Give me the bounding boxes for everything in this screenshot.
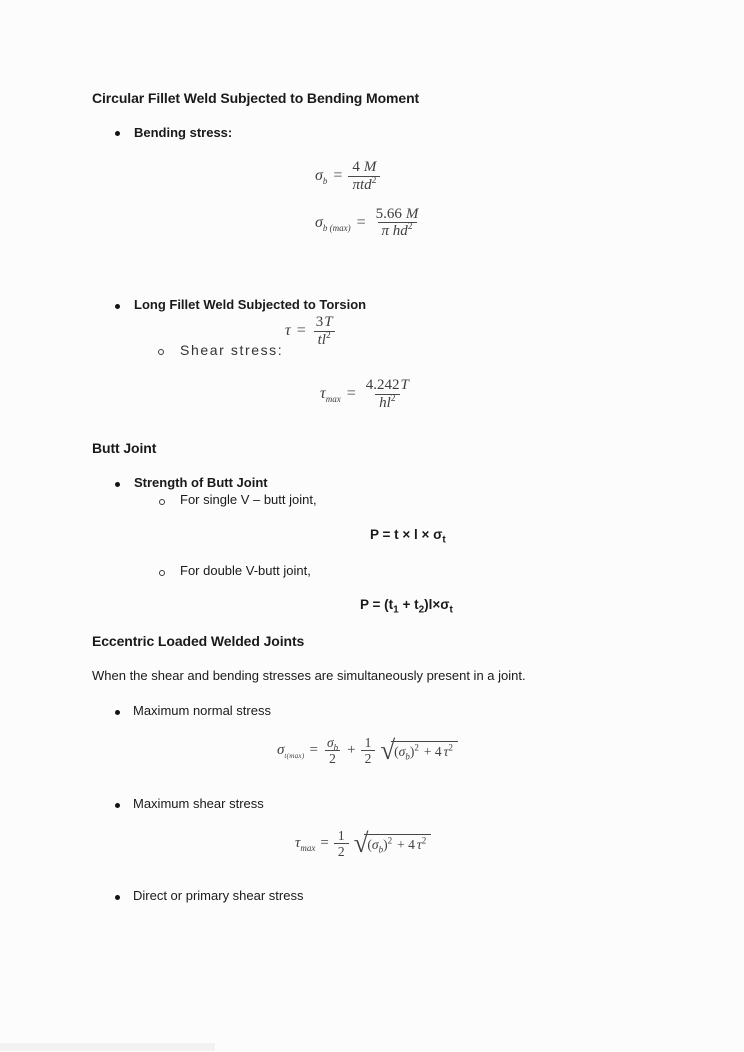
square-root (380, 734, 458, 765)
denominator: πtd$^2$ (348, 176, 380, 194)
bullet-circle-icon (159, 570, 165, 576)
square-root (353, 827, 432, 858)
bullet-dot-icon (115, 895, 120, 900)
formula-group-bending (315, 159, 422, 240)
equals-sign: = (346, 385, 356, 403)
formula-tau-max-torsion (320, 377, 413, 412)
label-double-v-butt: For double V-butt joint, (180, 563, 311, 578)
fraction-one-half (334, 828, 349, 859)
equals-sign: = (356, 213, 366, 231)
fraction-one-half (361, 735, 376, 766)
heading-butt-joint: Butt Joint (92, 440, 157, 456)
formula-sigma-b (315, 159, 422, 194)
fraction (362, 377, 413, 412)
numerator: 4 M (352, 159, 377, 175)
denominator: 2 (334, 843, 349, 859)
bullet-max-shear-stress: Maximum shear stress (133, 796, 264, 811)
bullet-max-normal-stress: Maximum normal stress (133, 703, 271, 718)
bullet-dot-icon (115, 131, 120, 136)
lhs-symbol: $\sigma_{b (max)}$ (315, 213, 351, 234)
formula-max-shear-stress (295, 828, 431, 859)
radicand: $(\sigma_b)^2 + 4$ $\tau^2$ (364, 834, 431, 853)
radical-sign: √ (353, 827, 369, 858)
lhs-symbol: $\tau_{max}$ (295, 835, 316, 854)
bullet-circle-icon (158, 349, 164, 355)
paragraph-intro: When the shear and bending stresses are simultaneously present in a joint. (92, 668, 526, 683)
scan-artifact (0, 1043, 215, 1051)
bullet-dot-icon (115, 482, 120, 487)
denominator: $tl^2$ (314, 331, 335, 349)
plus-sign: + (347, 742, 356, 759)
lhs-symbol: τ (285, 322, 291, 340)
bullet-dot-icon (115, 304, 120, 309)
numerator: 1 (337, 828, 345, 843)
denominator: 2 (325, 750, 340, 766)
bullet-circle-icon (159, 499, 165, 505)
equals-sign: = (309, 742, 318, 759)
formula-butt-double: $P = (t_1 + t_2)l\times\sigma_t$ (360, 597, 453, 616)
bullet-long-fillet-torsion: Long Fillet Weld Subjected to Torsion (134, 297, 367, 312)
formula-butt-single: $P = t \times l \times \sigma_t$ (370, 527, 446, 546)
numerator: 1 (364, 735, 372, 750)
lhs-symbol: $\sigma_{t(max)}$ (277, 742, 305, 761)
numerator: 4.242T (365, 377, 409, 393)
bullet-direct-shear-stress: Direct or primary shear stress (133, 888, 304, 903)
formula-max-normal-stress (277, 735, 458, 766)
radicand: $(\sigma_b)^2 + 4$ $\tau^2$ (391, 741, 458, 760)
bullet-dot-icon (115, 803, 120, 808)
fraction (348, 159, 380, 194)
formula-sigma-b-max (315, 206, 422, 241)
formula-tau-torsion (285, 314, 337, 349)
equals-sign: = (333, 167, 343, 185)
bullet-strength-butt-joint: Strength of Butt Joint (134, 475, 268, 490)
fraction (312, 314, 337, 349)
denominator: $hl^2$ (375, 394, 399, 412)
denominator: π $hd^2$ (378, 222, 417, 240)
radical-sign: √ (380, 734, 396, 765)
lhs-symbol: $\sigma_b$ (315, 167, 328, 187)
equals-sign: = (296, 322, 306, 340)
equals-sign: = (320, 835, 329, 852)
bullet-dot-icon (115, 710, 120, 715)
label-single-v-butt: For single V – butt joint, (180, 492, 317, 507)
label-shear-stress: Shear stress: (180, 342, 284, 358)
lhs-symbol: $\tau_{max}$ (320, 385, 341, 405)
heading-circular-fillet-weld: Circular Fillet Weld Subjected to Bending Moment (92, 90, 420, 106)
numerator: 3T (315, 314, 333, 330)
denominator: 2 (361, 750, 376, 766)
bullet-bending-stress: Bending stress: (134, 125, 233, 140)
fraction (372, 206, 423, 241)
numerator: 5.66 M (375, 205, 419, 222)
numerator: $\sigma_b$ (326, 735, 339, 753)
heading-eccentric-loaded: Eccentric Loaded Welded Joints (92, 633, 305, 649)
fraction-sigma-b-over-2 (323, 735, 342, 766)
